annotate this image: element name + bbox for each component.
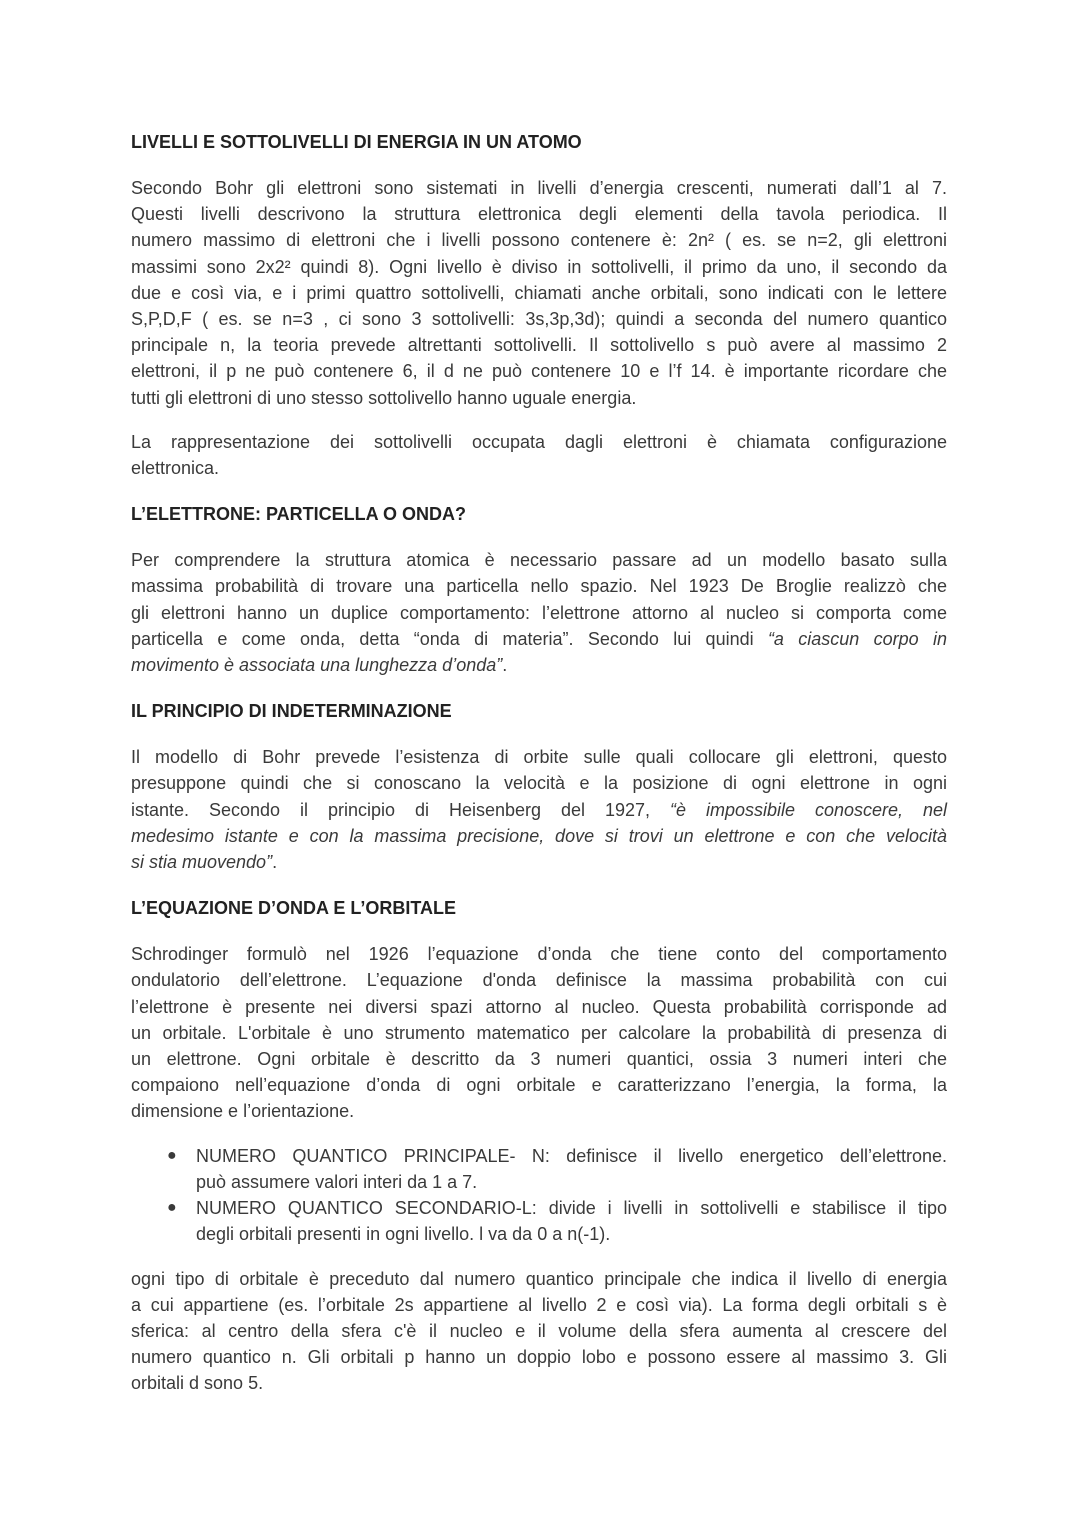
text-segment: degli orbitali presenti in ogni livello. l va da 0 a n(-1). (196, 1224, 611, 1245)
text-segment: presuppone quindi che si conoscano la velocità e la posizione di ogni elettrone in ogni (131, 773, 947, 794)
text-segment: Secondo Bohr gli elettroni sono sistemati in livelli d’energia crescenti, numerati dall’1 al 7. (131, 178, 947, 198)
text-line (131, 1344, 947, 1370)
text-line (131, 1098, 947, 1124)
text-line (131, 227, 947, 253)
text-line (131, 547, 947, 573)
section-heading: LIVELLI E SOTTOLIVELLI DI ENERGIA IN UN ATOMO (131, 132, 582, 152)
text-segment: ogni tipo di orbitale è preceduto dal numero quantico principale che indica il livello di energia (131, 1268, 947, 1289)
text-segment: gli elettroni hanno un duplice comportamento: l’elettrone attorno al nucleo si comporta come (131, 602, 947, 623)
text-line (131, 744, 947, 770)
text-segment: principale n, la teoria prevede altrettanti sottolivelli. Il sottolivello s può avere al massimo 2 (131, 335, 947, 356)
italic-text: “è impossibile conoscere, nel (669, 799, 947, 820)
section-heading: IL PRINCIPIO DI INDETERMINAZIONE (131, 701, 452, 722)
text-segment: orbitali d sono 5. (131, 1373, 264, 1394)
section-heading: L’EQUAZIONE D’ONDA E L’ORBITALE (131, 898, 457, 919)
text-segment: massima probabilità di trovare una particella nello spazio. Nel 1923 De Broglie realizzò che (131, 576, 947, 597)
text-line (131, 823, 947, 849)
text-line (131, 1020, 947, 1046)
text-line (131, 797, 947, 823)
text-segment: numero massimo di elettroni che i livelli possono contenere è: 2n² ( es. se n=2, gli elettroni (131, 230, 947, 251)
italic-text: movimento è associata una lunghezza d’onda” (131, 655, 503, 676)
text-segment: ondulatorio dell’elettrone. L’equazione d'onda definisce la massima probabilità con cui (131, 970, 947, 991)
text-line (131, 967, 947, 993)
text-line (131, 1370, 947, 1396)
text-segment: La rappresentazione dei sottolivelli occupata dagli elettroni è chiamata configurazione (131, 431, 947, 452)
text-line (131, 1318, 947, 1344)
bullet-icon: ● (167, 1146, 177, 1164)
text-segment: Schrodinger formulò nel 1926 l’equazione d’onda che tiene conto del comportamento (131, 944, 947, 965)
text-segment: un elettrone. Ogni orbitale è descritto da 3 numeri quantici, ossia 3 numeri interi che (131, 1049, 947, 1070)
text-line (131, 1072, 947, 1098)
document-page (131, 129, 947, 1397)
text-line (196, 1195, 947, 1221)
text-line (131, 849, 947, 875)
paragraph (131, 547, 947, 678)
text-segment: elettroni, il p ne può contenere 6, il d ne può contenere 10 e l’f 14. è importante ricordare che (131, 361, 947, 382)
text-line (131, 1292, 947, 1318)
text-segment: tutti gli elettroni di uno stesso sottolivello hanno uguale energia. (131, 387, 637, 408)
text-segment: S,P,D,F ( es. se n=3 , ci sono 3 sottolivelli: 3s,3p,3d); quindi a seconda del numero quantico (131, 309, 947, 330)
paragraph (131, 1266, 947, 1397)
bullet-list (131, 1143, 947, 1248)
text-line (131, 652, 947, 678)
bullet-icon: ● (167, 1199, 177, 1217)
text-line (131, 1266, 947, 1292)
text-line (131, 455, 947, 481)
text-segment: istante. Secondo il principio di Heisenberg del 1927, (131, 799, 670, 820)
text-segment: numero quantico n. Gli orbitali p hanno un doppio lobo e possono essere al massimo 3. Gli (131, 1347, 947, 1368)
text-line (131, 280, 947, 306)
text-segment: particella e come onda, detta “onda di materia”. Secondo lui quindi (131, 628, 768, 649)
text-line (131, 201, 947, 227)
paragraph (131, 429, 947, 481)
italic-text: medesimo istante e con la massima precisione, dove si trovi un elettrone e con che velocità (131, 825, 947, 846)
section-heading: L’ELETTRONE: PARTICELLA O ONDA? (131, 504, 466, 525)
text-segment: Per comprendere la struttura atomica è necessario passare ad un modello basato sulla (131, 550, 947, 571)
text-line (131, 626, 947, 652)
text-segment: NUMERO QUANTICO PRINCIPALE- N: definisce il livello energetico dell’elettrone. (196, 1145, 947, 1166)
paragraph (131, 744, 947, 875)
text-line (131, 254, 947, 280)
text-segment: Questi livelli descrivono la struttura elettronica degli elementi della tavola periodica. Il (131, 204, 947, 225)
text-segment: a cui appartiene (es. l’orbitale 2s appartiene al livello 2 e così via). La forma degli orbitali s è (131, 1294, 947, 1315)
text-segment: elettronica. (131, 458, 220, 479)
text-segment: può assumere valori interi da 1 a 7. (196, 1171, 478, 1192)
text-line (196, 1221, 947, 1247)
text-line (131, 941, 947, 967)
text-segment: Il modello di Bohr prevede l’esistenza di orbite sulle quali collocare gli elettroni, questo (131, 747, 947, 768)
text-line (131, 358, 947, 384)
paragraph (131, 941, 947, 1124)
text-line (131, 770, 947, 796)
text-line (196, 1169, 947, 1195)
text-line (131, 385, 947, 411)
text-line (131, 994, 947, 1020)
text-segment: . (272, 852, 278, 873)
italic-text: si stia muovendo” (131, 852, 273, 873)
text-line (131, 573, 947, 599)
text-segment: NUMERO QUANTICO SECONDARIO-L: divide i livelli in sottolivelli e stabilisce il tipo (196, 1198, 947, 1219)
text-line (131, 1046, 947, 1072)
text-segment: sferica: al centro della sfera c'è il nucleo e il volume della sfera aumenta al crescere del (131, 1320, 947, 1341)
text-line (131, 332, 947, 358)
text-segment: un orbitale. L'orbitale è uno strumento matematico per calcolare la probabilità di presenza di (131, 1022, 947, 1043)
list-item (131, 1195, 947, 1247)
text-line (131, 306, 947, 332)
text-segment: due e così via, e i primi quattro sottolivelli, chiamati anche orbitali, sono indicati con le lettere (131, 282, 947, 303)
text-segment: massimi sono 2x2² quindi 8). Ogni livello è diviso in sottolivelli, il primo da uno, il secondo da (131, 256, 947, 277)
text-segment: compaiono nell’equazione d’onda di ogni orbitale e caratterizzano l’energia, la forma, la (131, 1075, 947, 1096)
italic-text: “a ciascun corpo in (767, 628, 947, 649)
text-segment: dimensione e l’orientazione. (131, 1101, 355, 1122)
text-segment: l’elettrone è presente nei diversi spazi attorno al nucleo. Questa probabilità corrisponde ad (131, 996, 947, 1017)
text-line (196, 1143, 947, 1169)
paragraph (131, 175, 947, 411)
text-line (131, 600, 947, 626)
list-item (131, 1143, 947, 1195)
text-line (131, 429, 947, 455)
text-segment: . (502, 655, 508, 676)
text-line (131, 175, 947, 201)
